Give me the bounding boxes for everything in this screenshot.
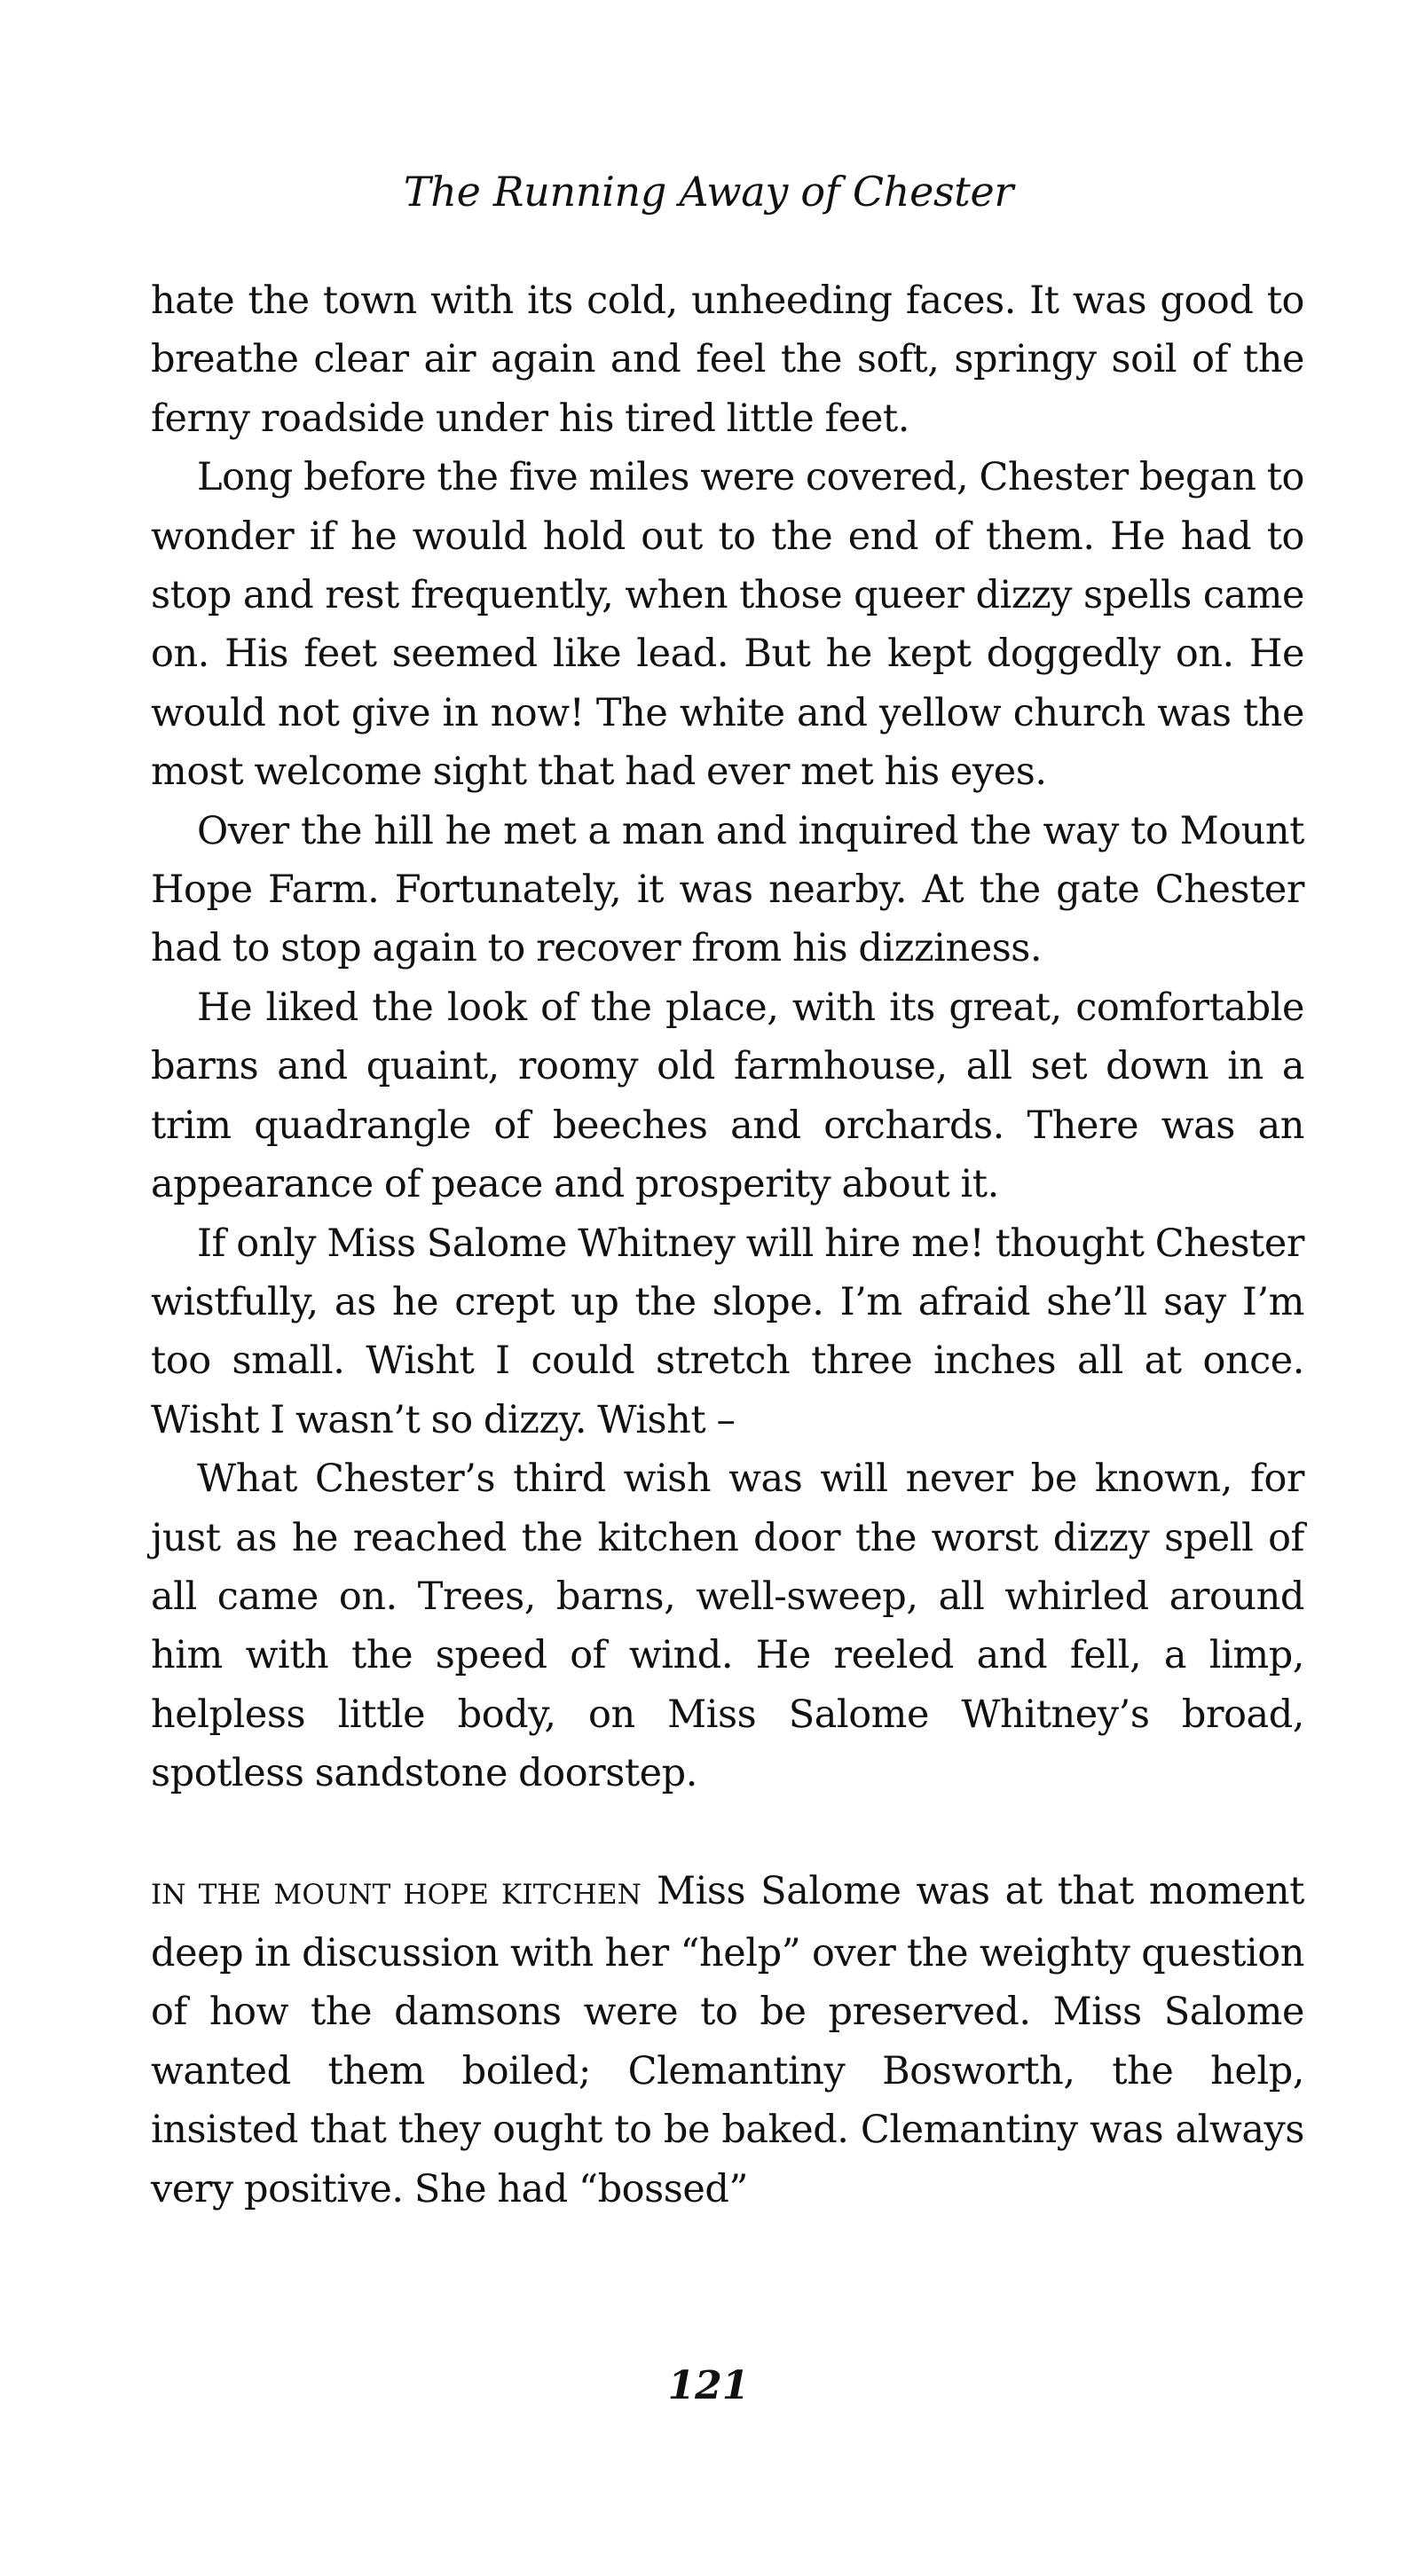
page-number: 121 — [667, 2363, 750, 2408]
body-text — [151, 271, 1304, 2219]
paragraph-continuation: hate the town with its cold, unheeding faces. It was good to breathe clear air again and feel the soft, springy soil of the ferny roadside under his tired little feet. — [151, 279, 1304, 441]
running-head: The Running Away of Chester — [403, 168, 1014, 216]
section-lead-in: IN THE MOUNT HOPE KITCHEN — [151, 1878, 642, 1911]
paragraph-third-wish: What Chester’s third wish was will never be known, for just as he reached the kitchen door the worst dizzy spell of all came on. Trees, barns, well-sweep, all whirled around him with the speed of wind. He reeled and fell, a limp, helpless little body, on Miss Salome Whitney’s broad, spotless sandstone doorstep. — [151, 1457, 1304, 1796]
paragraph-look-of-place: He liked the look of the place, with its great, comfortable barns and quaint, roomy old farmhouse, all set down in a trim quadrangle of beeches and orchards. There was an appearance of peace and prosperity about it. — [151, 985, 1304, 1207]
paragraph-if-only: If only Miss Salome Whitney will hire me! thought Chester wistfully, as he crept up the slope. I’m afraid she’ll say I’m too small. Wisht I could stretch three inches all at once. Wisht I wasn’t so dizzy. Wisht – — [151, 1221, 1304, 1442]
paragraph-five-miles: Long before the five miles were covered, Chester began to wonder if he would hold out to the end of them. He had to stop and rest frequently, when those queer dizzy spells came on. His feet seemed like lead. But he kept doggedly on. He would not give in now! The white and yellow church was the most welcome sight that had ever met his eyes. — [151, 455, 1304, 795]
paragraph-section-start — [151, 1862, 1304, 2219]
section-text: Miss Salome was at that moment deep in discussion with her “help” over the weighty question of how the damsons were to be preserved. Miss Salome wanted them boiled; Clemantiny Bosworth, the help, insisted that they ought to be baked. Clemantiny was always very positive. She had “bossed” — [151, 1868, 1304, 2211]
paragraph-over-the-hill: Over the hill he met a man and inquired the way to Mount Hope Farm. Fortunately, it was nearby. At the gate Chester had to stop again to recover from his dizziness. — [151, 808, 1304, 971]
